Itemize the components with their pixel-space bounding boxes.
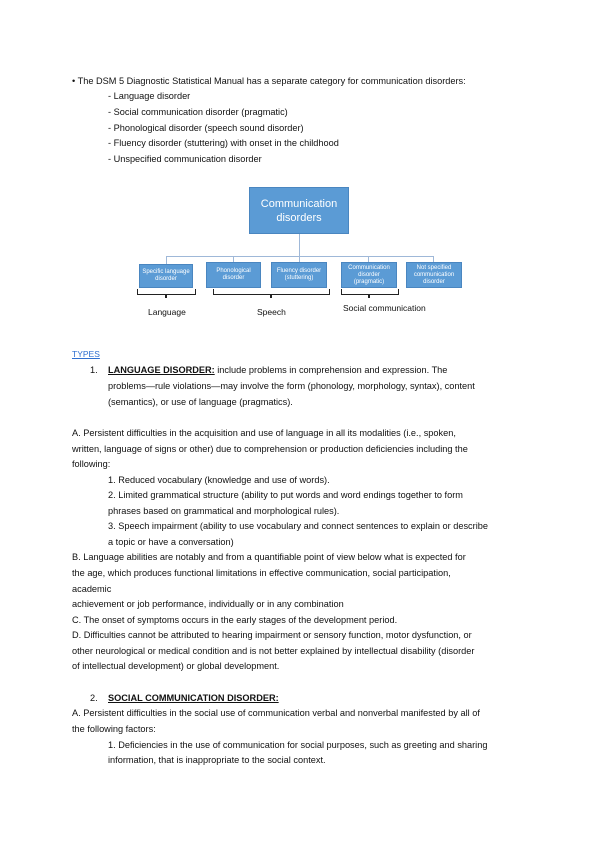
section1-title-rest: include problems in comprehension and expression. The: [214, 365, 448, 375]
text-line: achievement or job performance, individually or in any combination: [72, 599, 344, 609]
intro-item: - Social communication disorder (pragmatic): [108, 107, 288, 117]
diagram-child-box: Fluency disorder (stuttering): [271, 262, 327, 288]
list-item: 1. Deficiencies in the use of communication for social purposes, such as greeting and sharing: [108, 740, 488, 750]
text-line: other neurological or medical condition and is not better explained by intellectual disability (disorder: [72, 646, 475, 656]
types-heading-link[interactable]: TYPES: [72, 349, 100, 359]
text-line: B. Language abilities are notably and from a quantifiable point of view below what is expected for: [72, 552, 466, 562]
text-line: the following factors:: [72, 724, 156, 734]
intro-item: - Phonological disorder (speech sound disorder): [108, 123, 304, 133]
list-item-cont: phrases based on grammatical and morphological rules).: [108, 506, 340, 516]
list-item: 1. Reduced vocabulary (knowledge and use of words).: [108, 475, 330, 485]
text-line: of intellectual development) or global development.: [72, 661, 280, 671]
diagram-top-box: Communication disorders: [249, 187, 349, 234]
intro-item: - Fluency disorder (stuttering) with onset in the childhood: [108, 138, 339, 148]
text-line: the age, which produces functional limitations in effective communication, social participation,: [72, 568, 451, 578]
text-line: A. Persistent difficulties in the acquisition and use of language in all its modalities (i.e., spoken,: [72, 428, 456, 438]
diagram-child-box: Phonological disorder: [206, 262, 261, 288]
group-brace-tip: [165, 294, 167, 298]
group-brace: [213, 289, 330, 295]
group-label: Language: [148, 307, 186, 317]
diagram-child-box: Specific language disorder: [139, 264, 193, 288]
bullet: •: [72, 76, 76, 86]
intro-item: - Language disorder: [108, 91, 191, 101]
section-number: 2.: [90, 693, 98, 703]
group-brace: [341, 289, 399, 295]
text-line: D. Difficulties cannot be attributed to hearing impairment or sensory function, motor dysfunction, or: [72, 630, 472, 640]
group-brace-tip: [270, 294, 272, 298]
list-item: 3. Speech impairment (ability to use vocabulary and connect sentences to explain or describe: [108, 521, 488, 531]
group-brace-tip: [368, 294, 370, 298]
connector: [166, 256, 167, 264]
section-number: 1.: [90, 365, 98, 375]
intro-item: - Unspecified communication disorder: [108, 154, 262, 164]
text-line: (semantics), or use of language (pragmatics).: [108, 397, 293, 407]
diagram-child-box: Communication disorder (pragmatic): [341, 262, 397, 288]
text-line: A. Persistent difficulties in the social use of communication verbal and nonverbal manifested by all of: [72, 708, 480, 718]
group-brace: [137, 289, 196, 295]
group-label: Speech: [257, 307, 286, 317]
diagram-child-box: Not specified communication disorder: [406, 262, 462, 288]
connector: [299, 234, 300, 256]
section1-title: LANGUAGE DISORDER:: [108, 365, 215, 375]
list-item-cont: information, that is inappropriate to the social context.: [108, 755, 326, 765]
text-line: written, language of signs or other) due to comprehension or production deficiencies including the: [72, 444, 468, 454]
text-line: academic: [72, 584, 112, 594]
connector: [166, 256, 434, 257]
group-label: Social communication: [343, 303, 426, 313]
intro-line: [72, 75, 466, 87]
text-line: C. The onset of symptoms occurs in the early stages of the development period.: [72, 615, 398, 625]
text-line: following:: [72, 459, 111, 469]
section2-title: SOCIAL COMMUNICATION DISORDER:: [108, 693, 279, 703]
section1-title-line: [108, 364, 447, 376]
text-line: problems—rule violations—may involve the form (phonology, morphology, syntax), content: [108, 381, 475, 391]
list-item: 2. Limited grammatical structure (ability to put words and word endings together to form: [108, 490, 463, 500]
intro-text: The DSM 5 Diagnostic Statistical Manual has a separate category for communication disorders:: [77, 76, 466, 86]
list-item-cont: a topic or have a conversation): [108, 537, 234, 547]
